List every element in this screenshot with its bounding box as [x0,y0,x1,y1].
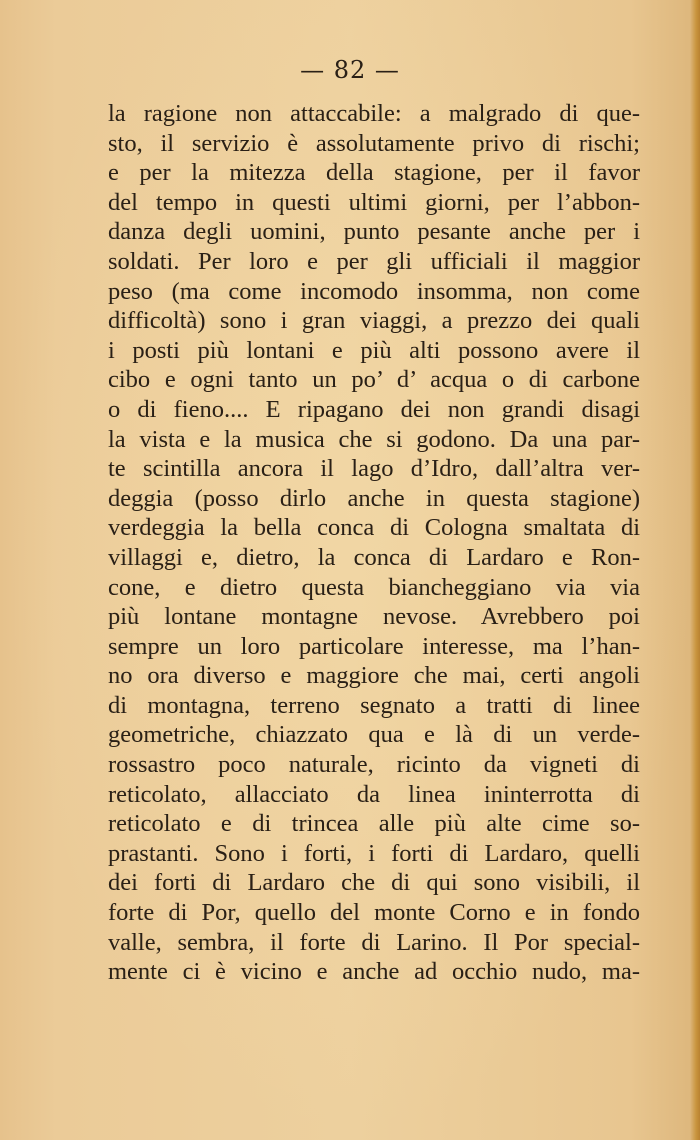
text-line: mente ci è vicino e anche ad occhio nudo, ma- [108,958,640,986]
text-line: e per la mitezza della stagione, per il favor [108,159,640,187]
text-line: geometriche, chiazzato qua e là di un verde- [108,721,640,749]
text-line: cibo e ogni tanto un po’ d’ acqua o di carbone [108,366,640,394]
text-line: reticolato e di trincea alle più alte cime so- [108,810,640,838]
text-line: o di fieno.... E ripagano dei non grandi disagi [108,395,640,423]
text-line: più lontane montagne nevose. Avrebbero poi [108,603,640,631]
text-line: difficoltà) sono i gran viaggi, a prezzo dei quali [108,307,640,335]
body-text [108,99,640,987]
text-line: peso (ma come incomodo insomma, non come [108,277,640,305]
text-line: i posti più lontani e più alti possono avere il [108,336,640,364]
text-line: dei forti di Lardaro che di qui sono visibili, il [108,869,640,897]
text-line: te scintilla ancora il lago d’Idro, dall’altra ver- [108,455,640,483]
page-number: — 82 — [300,56,400,84]
text-line: danza degli uomini, punto pesante anche per i [108,218,640,246]
text-line: sto, il servizio è assolutamente privo di rischi; [108,129,640,157]
text-line: valle, sembra, il forte di Larino. Il Por special- [108,928,640,956]
text-line: la vista e la musica che si godono. Da una par- [108,425,640,453]
text-line: del tempo in questi ultimi giorni, per l’abbon- [108,188,640,216]
text-line: forte di Por, quello del monte Corno e in fondo [108,899,640,927]
text-line: villaggi e, dietro, la conca di Lardaro e Ron- [108,543,640,571]
text-line: soldati. Per loro e per gli ufficiali il maggior [108,247,640,275]
text-line: reticolato, allacciato da linea ininterrotta di [108,780,640,808]
text-line: verdeggia la bella conca di Cologna smaltata di [108,514,640,542]
text-line: no ora diverso e maggiore che mai, certi angoli [108,662,640,690]
text-line: la ragione non attaccabile: a malgrado di que- [108,100,640,127]
text-line: deggia (posso dirlo anche in questa stagione) [108,484,640,512]
text-line: sempre un loro particolare interesse, ma l’han- [108,632,640,660]
page-edge [690,0,700,1140]
text-line: di montagna, terreno segnato a tratti di linee [108,691,640,719]
text-line: prastanti. Sono i forti, i forti di Lardaro, quelli [108,839,640,867]
text-line: rossastro poco naturale, ricinto da vigneti di [108,751,640,779]
text-line: cone, e dietro questa biancheggiano via via [108,573,640,601]
